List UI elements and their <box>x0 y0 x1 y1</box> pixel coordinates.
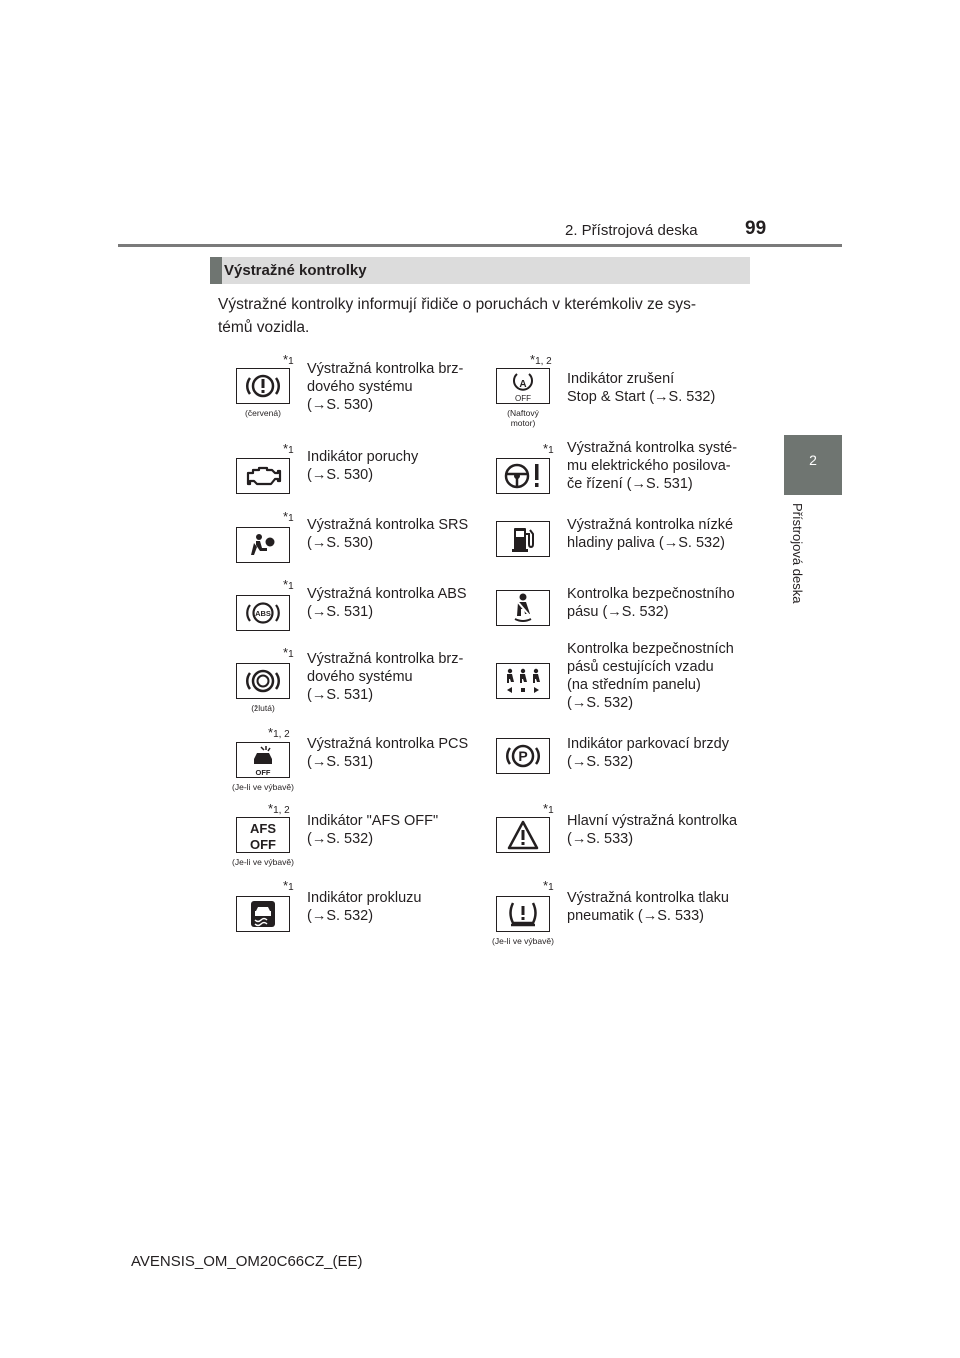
svg-text:OFF: OFF <box>250 837 276 852</box>
brake-warning-yellow-icon <box>236 663 290 699</box>
intro-line: Výstražné kontrolky informují řidiče o poruchách v kterémkoliv ze sys- <box>218 296 697 313</box>
warning-description: Indikátor poruchy (→S. 530) <box>307 449 419 483</box>
footnote-mark: *1 <box>543 878 554 893</box>
svg-text:OFF: OFF <box>515 394 531 403</box>
warning-description: Výstražná kontrolka SRS (→S. 530) <box>307 517 469 551</box>
brake-warning-icon <box>236 368 290 404</box>
icon-caption: (červená) <box>245 408 281 418</box>
chapter-label-text: Přístrojová deska <box>790 503 805 604</box>
document-code: AVENSIS_OM_OM20C66CZ_(EE) <box>131 1253 363 1270</box>
rear-seatbelt-icon <box>496 663 550 699</box>
pcs-off-icon <box>236 742 290 778</box>
warning-description: Indikátor parkovací brzdy (→S. 532) <box>567 736 729 770</box>
footnote-mark: *1 <box>283 645 294 660</box>
svg-text:OFF: OFF <box>255 768 271 777</box>
seatbelt-icon <box>496 590 550 626</box>
footnote-mark: *1 <box>543 801 554 816</box>
chapter-label <box>785 503 805 663</box>
tire-pressure-icon <box>496 896 550 932</box>
intro-paragraph <box>218 293 753 339</box>
warning-description: Výstražná kontrolka brz- dového systému (→S. 530) <box>307 361 464 413</box>
parking-brake-icon <box>496 738 550 774</box>
section-heading: Výstražné kontrolky <box>224 262 367 279</box>
srs-airbag-icon <box>236 527 290 563</box>
chapter-number: 2 <box>809 452 817 468</box>
warning-description: Indikátor "AFS OFF" (→S. 532) <box>307 813 439 847</box>
warning-description: Indikátor zrušení Stop & Start (→S. 532) <box>567 371 716 405</box>
svg-text:AFS: AFS <box>250 821 276 836</box>
slip-indicator-icon <box>236 896 290 932</box>
svg-text:A: A <box>519 379 527 390</box>
icon-caption: (Je-li ve výbavě) <box>232 782 294 792</box>
icon-caption: (Je-li ve výbavě) <box>492 936 554 946</box>
footnote-mark: *1, 2 <box>268 725 290 740</box>
abs-icon <box>236 595 290 631</box>
icon-caption: (žlutá) <box>251 703 275 713</box>
footnote-mark: *1 <box>543 441 554 456</box>
footnote-mark: *1 <box>283 509 294 524</box>
warning-description: Výstražná kontrolka PCS (→S. 531) <box>307 736 469 770</box>
footnote-mark: *1 <box>283 577 294 592</box>
svg-text:P: P <box>518 748 528 764</box>
page-number: 99 <box>745 218 767 239</box>
icon-caption: (Je-li ve výbavě) <box>232 857 294 867</box>
low-fuel-icon <box>496 521 550 557</box>
afs-off-icon <box>236 817 290 853</box>
warning-description: Výstražná kontrolka nízké hladiny paliva (→S. 532) <box>567 517 734 551</box>
master-warning-icon <box>496 817 550 853</box>
warning-description: Indikátor prokluzu (→S. 532) <box>307 890 422 924</box>
warning-description: Výstražná kontrolka brz- dového systému (→S. 531) <box>307 651 464 703</box>
warning-description: Hlavní výstražná kontrolka (→S. 533) <box>567 813 738 847</box>
section-title: 2. Přístrojová deska <box>565 222 698 239</box>
warning-description: Výstražná kontrolka tlaku pneumatik (→S. 533) <box>567 890 729 924</box>
footnote-mark: *1 <box>283 441 294 456</box>
header-rule <box>118 244 842 247</box>
warning-description: Kontrolka bezpečnostních pásů cestujících vzadu (na středním panelu) (→S. 532) <box>567 641 734 711</box>
intro-line: témů vozidla. <box>218 319 310 336</box>
power-steering-icon <box>496 458 550 494</box>
warning-description: Kontrolka bezpečnostního pásu (→S. 532) <box>567 586 735 620</box>
icon-caption: (Naftový motor) <box>507 408 539 428</box>
svg-text:ABS: ABS <box>255 609 271 618</box>
footnote-mark: *1, 2 <box>530 352 552 367</box>
check-engine-icon <box>236 458 290 494</box>
footnote-mark: *1, 2 <box>268 801 290 816</box>
warning-description: Výstražná kontrolka ABS (→S. 531) <box>307 586 467 620</box>
stop-start-off-icon <box>496 368 550 404</box>
footnote-mark: *1 <box>283 878 294 893</box>
footnote-mark: *1 <box>283 352 294 367</box>
warning-description: Výstražná kontrolka systé- mu elektrického posilova- če řízení (→S. 531) <box>567 440 738 492</box>
